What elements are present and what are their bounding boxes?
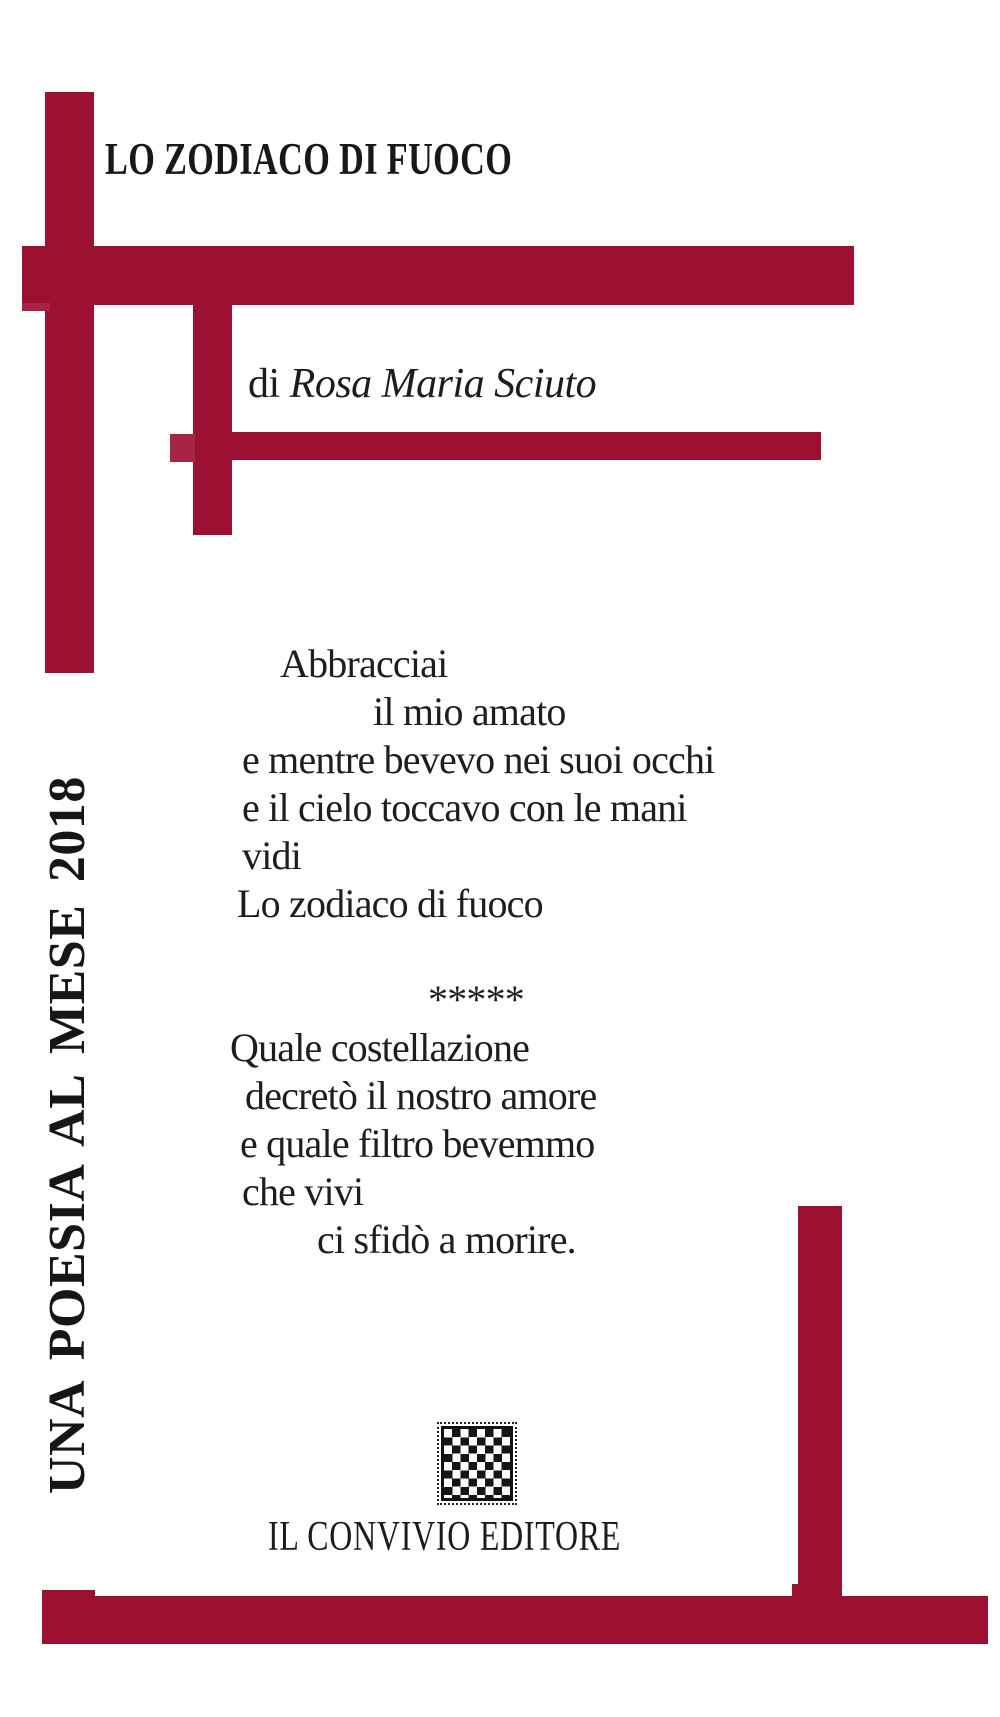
checkerboard-icon bbox=[441, 1426, 513, 1501]
red-bar-horizontal-top bbox=[22, 246, 854, 305]
poem-line: e il cielo toccavo con le mani bbox=[242, 785, 687, 830]
poem bbox=[230, 640, 715, 1264]
poem-line: Quale costellazione bbox=[230, 1025, 530, 1070]
poem-line: e mentre bevevo nei suoi occhi bbox=[242, 737, 715, 782]
poem-line: Lo zodiaco di fuoco bbox=[237, 881, 543, 926]
red-bar-step-author-left bbox=[170, 434, 195, 462]
red-bar-vertical-middle bbox=[193, 300, 232, 535]
red-bar-vertical-left bbox=[45, 92, 94, 673]
stanza-separator: ***** bbox=[428, 977, 525, 1022]
publisher-stamp-logo bbox=[437, 1422, 517, 1505]
red-bar-vertical-right bbox=[798, 1206, 842, 1598]
red-bar-horizontal-bottom bbox=[42, 1596, 988, 1644]
poem-line: decretò il nostro amore bbox=[245, 1073, 597, 1118]
book-title: LO ZODIACO DI FUOCO bbox=[105, 134, 513, 184]
poem-line: vidi bbox=[242, 833, 302, 878]
poem-line: il mio amato bbox=[373, 689, 566, 734]
series-banner-text: UNA POESIA AL MESE 2018 bbox=[39, 776, 96, 1494]
red-bar-step-top-left bbox=[22, 303, 50, 311]
poem-line: Abbracciai bbox=[280, 641, 448, 686]
poem-line: che vivi bbox=[242, 1169, 364, 1214]
byline-prefix: di bbox=[248, 361, 280, 407]
author-name: Rosa Maria Sciuto bbox=[289, 361, 597, 407]
byline bbox=[248, 363, 596, 405]
red-bar-horizontal-author bbox=[193, 432, 821, 460]
poem-line: e quale filtro bevemmo bbox=[240, 1121, 595, 1166]
poem-line: ci sfidò a morire. bbox=[317, 1217, 576, 1262]
poem-blank-line bbox=[230, 928, 715, 976]
publisher-name: IL CONVIVIO EDITORE bbox=[268, 1514, 622, 1560]
